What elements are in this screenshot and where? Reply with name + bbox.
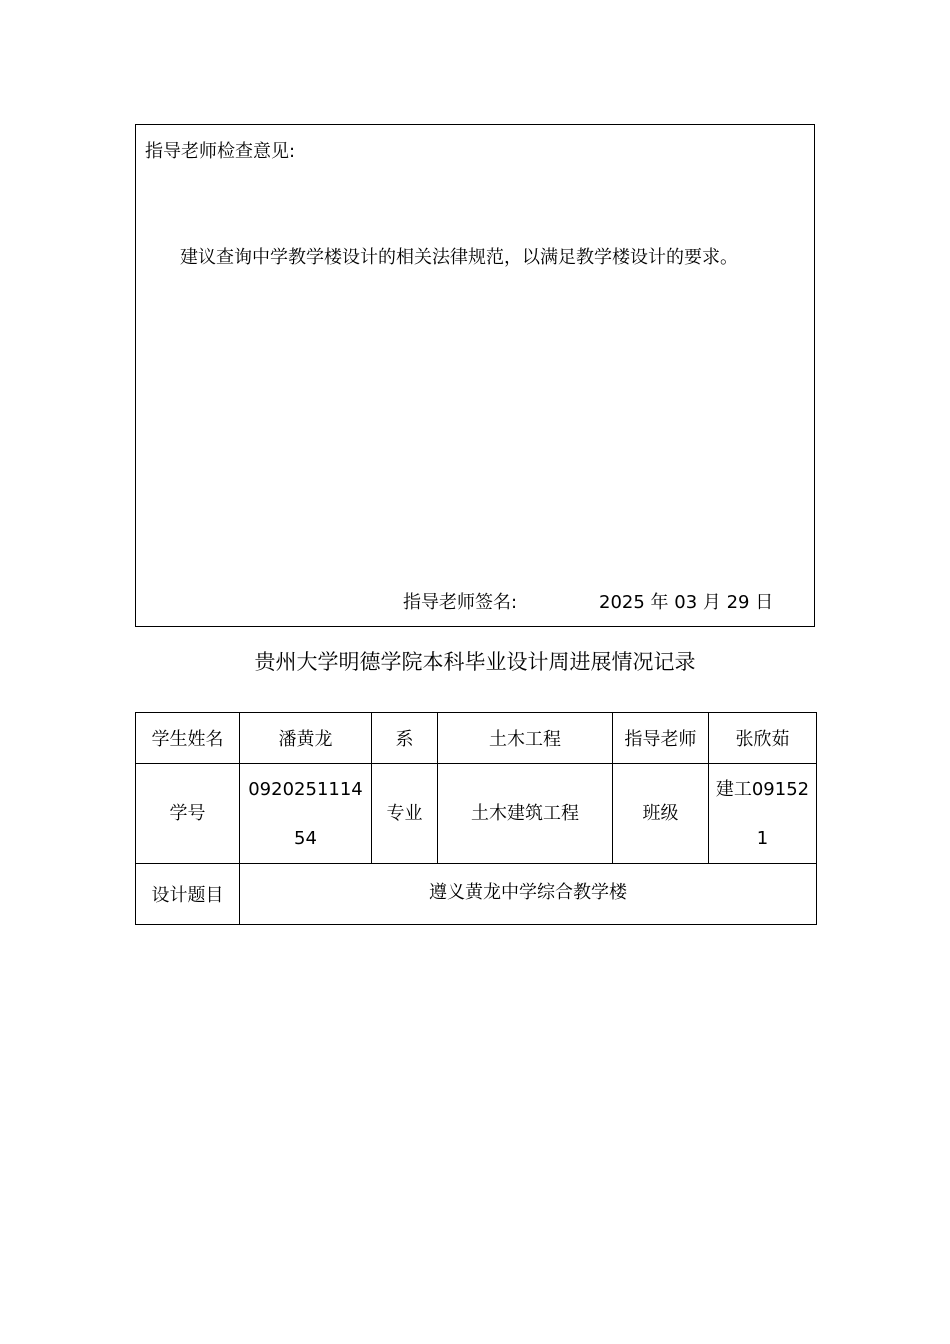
major-value: 土木建筑工程 [438,764,613,864]
student-info-table [135,712,817,925]
class-value: 建工091521 [709,764,817,864]
opinion-text: 建议查询中学教学楼设计的相关法律规范，以满足教学楼设计的要求。 [180,247,738,268]
design-topic-label: 设计题目 [136,864,240,925]
student-name-label: 学生姓名 [136,713,240,764]
table-row [136,764,817,864]
student-name-value: 潘黄龙 [240,713,372,764]
department-value: 土木工程 [438,713,613,764]
student-id-label: 学号 [136,764,240,864]
advisor-signature-label: 指导老师签名: [403,592,518,613]
student-id-value: 092025111454 [240,764,372,864]
design-topic-value: 遵义黄龙中学综合教学楼 [240,864,817,925]
table-row [136,864,817,925]
opinion-label: 指导老师检查意见: [145,141,296,162]
signature-date: 2025 年 03 月 29 日 [599,592,774,613]
class-label: 班级 [613,764,709,864]
advisor-opinion-box [135,124,815,627]
major-label: 专业 [372,764,438,864]
advisor-value: 张欣茹 [709,713,817,764]
document-title: 贵州大学明德学院本科毕业设计周进展情况记录 [254,650,696,674]
advisor-label: 指导老师 [613,713,709,764]
table-row [136,713,817,764]
department-label: 系 [372,713,438,764]
